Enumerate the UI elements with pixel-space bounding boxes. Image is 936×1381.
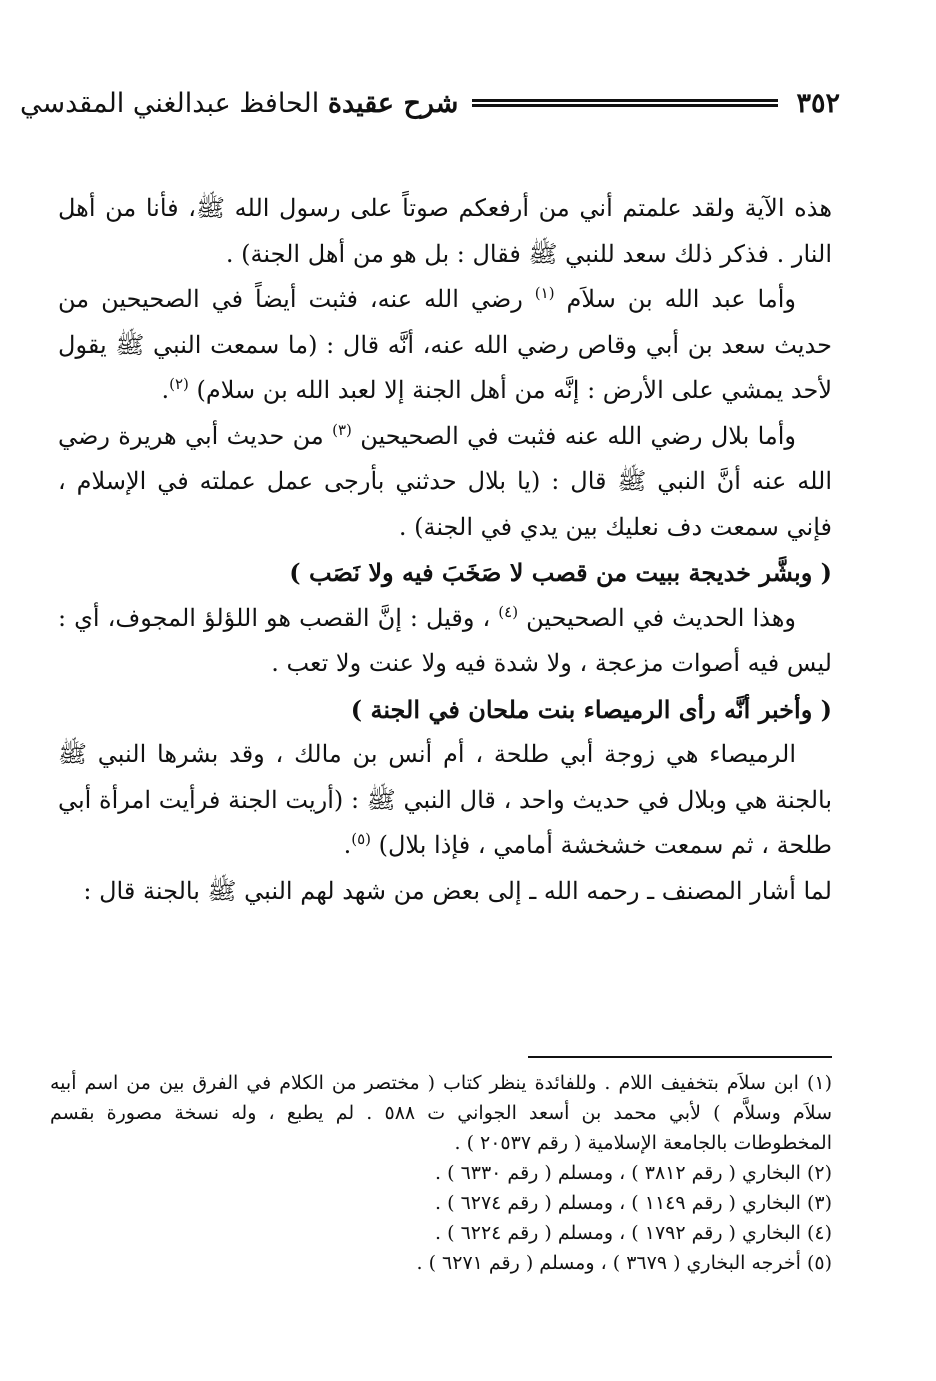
footnotes (50, 1068, 832, 1278)
matn-heading-2: ( وأخبر أنَّه رأى الرميصاء بنت ملحان في الجنة ) (350, 694, 832, 724)
paragraph-5-end: . (343, 831, 352, 859)
running-title-bold: شرح عقيدة (327, 87, 459, 119)
paragraph-4-part-a: وهذا الحديث في الصحيحين (526, 603, 796, 632)
footnote-separator (528, 1056, 832, 1058)
paragraph-2-part-b: رضي الله عنه، فثبت أيضاً في الصحيحين من حديث سعد بن أبي وقاص رضي الله عنه، أنَّه قال : (ما سمعت النبي ﷺ يقول لأحد يمشي على الأرض : إنَّه من أهل الجنة إلا لعبد الله بن سلام) (58, 285, 832, 404)
footnote-ref-3[interactable]: (٣) (332, 420, 352, 439)
paragraph-5 (58, 732, 832, 869)
paragraph-3-part-b: من حديث أبي هريرة رضي الله عنه أنَّ النبي ﷺ قال : (يا بلال حدثني بأرجى عمل عملته في الإسلام ، فإني سمعت دف نعليك بين يدي في الجنة) . (58, 421, 832, 541)
paragraph-3-part-a: وأما بلال رضي الله عنه فثبت في الصحيحين (360, 421, 796, 450)
matn-heading-1: ( وبشَّر خديجة ببيت من قصب لا صَخَبَ فيه ولا نَصَب ) (289, 558, 832, 587)
footnote-3: (٣) البخاري ( رقم ١١٤٩ ) ، ومسلم ( رقم ٦٢٧٤ ) . (435, 1192, 832, 1214)
paragraph-4 (58, 596, 832, 687)
paragraph-6: لما أشار المصنف ـ رحمه الله ـ إلى بعض من شهد لهم النبي ﷺ بالجنة قال : (83, 876, 832, 905)
footnote-4: (٤) البخاري ( رقم ١٧٩٢ ) ، ومسلم ( رقم ٦٢٢٤ ) . (435, 1222, 832, 1244)
paragraph-1: هذه الآية ولقد علمتم أني من أرفعكم صوتاً على رسول الله ﷺ، فأنا من أهل النار . فذكر ذلك سعد للنبي ﷺ فقال : بل هو من أهل الجنة) . (58, 194, 832, 268)
header-rule (472, 99, 778, 107)
paragraph-5-part-a: الرميصاء هي زوجة أبي طلحة ، أم أنس بن مالك ، وقد بشرها النبي ﷺ بالجنة هي وبلال في حديث واحد ، قال النبي ﷺ : (أريت الجنة فرأيت امرأة أبي طلحة ، ثم سمعت خشخشة أمامي ، فإذا بلال) (58, 740, 832, 859)
paragraph-2 (58, 277, 832, 414)
footnote-ref-5[interactable]: (٥) (351, 830, 371, 848)
footnote-ref-2[interactable]: (٢) (169, 375, 189, 393)
paragraph-2-part-a: وأما عبد الله بن سلاَم (566, 285, 796, 313)
running-title-rest: الحافظ عبدالغني المقدسي (20, 87, 320, 119)
footnote-1: (١) ابن سلاَم بتخفيف اللام . وللفائدة ينظر كتاب ( مختصر من الكلام في الفرق بين من اسم أبيه سلاَم وسلاَّم ) لأبي محمد بن أسعد الجواني ت ٥٨٨ . لم يطبع ، وله نسخة مصورة بقسم المخطوطات بالجامعة الإسلامية ( رقم ٢٠٥٣٧ ) . (50, 1072, 832, 1154)
footnote-ref-1[interactable]: (١) (534, 284, 555, 302)
running-title (20, 88, 458, 119)
page-number: ٣٥٢ (796, 87, 840, 119)
body-text (58, 186, 832, 914)
footnote-ref-4[interactable]: (٤) (498, 602, 519, 621)
paragraph-2-end: . (161, 376, 170, 404)
footnote-5: (٥) أخرجه البخاري ( ٣٦٧٩ ) ، ومسلم ( رقم ٦٢٧١ ) . (416, 1252, 832, 1274)
paragraph-3 (58, 414, 832, 551)
footnote-2: (٢) البخاري ( رقم ٣٨١٢ ) ، ومسلم ( رقم ٦٣٣٠ ) . (435, 1162, 832, 1184)
page-header (20, 78, 840, 128)
paragraph-4-part-b: ، وقيل : إنَّ القصب هو اللؤلؤ المجوف، أي : ليس فيه أصوات مزعجة ، ولا شدة فيه ولا عنت ولا تعب . (58, 603, 832, 677)
